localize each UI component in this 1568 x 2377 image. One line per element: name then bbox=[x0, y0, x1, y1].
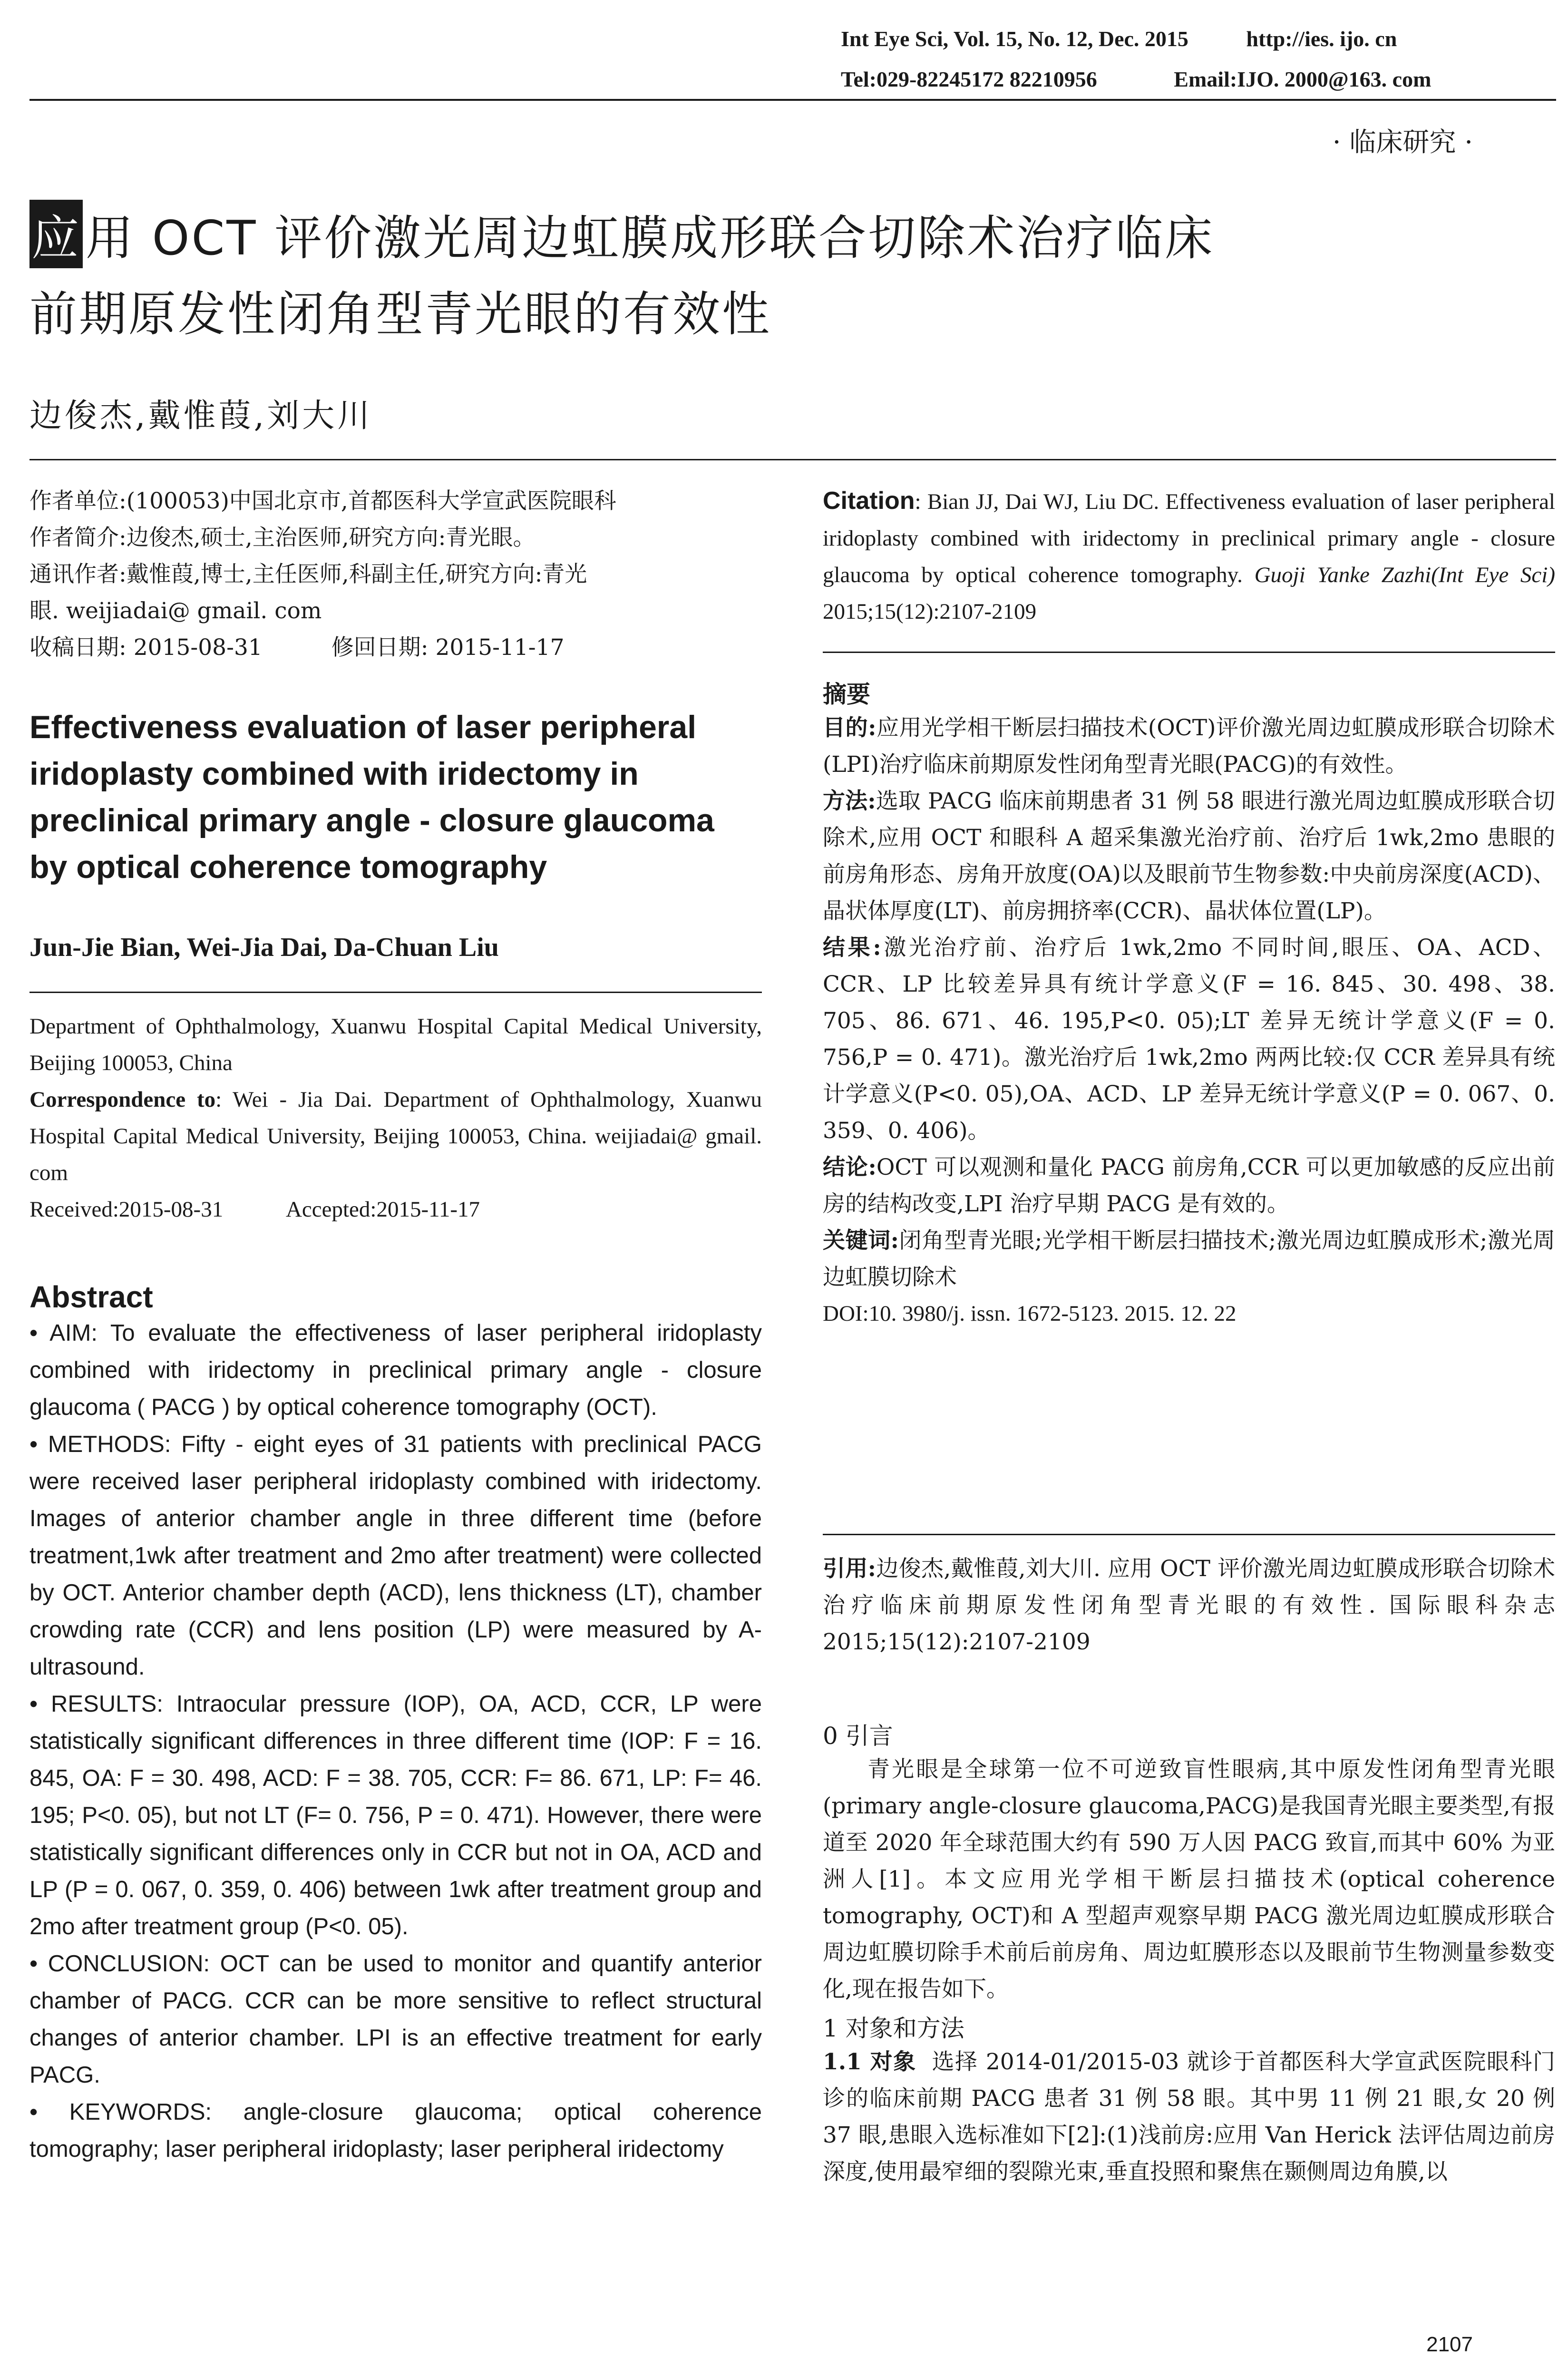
citation-cn bbox=[823, 1550, 1555, 1660]
abstract-cn-results bbox=[823, 929, 1555, 1149]
page-title bbox=[29, 200, 1214, 268]
english-title-line: Effectiveness evaluation of laser peripheral bbox=[29, 709, 697, 745]
affiliation-cn bbox=[29, 483, 762, 666]
citation-rule bbox=[823, 652, 1555, 653]
section-tag: · 临床研究 · bbox=[1332, 127, 1473, 158]
abstract-cn-keywords bbox=[823, 1222, 1555, 1296]
citation-label: Citation bbox=[823, 487, 915, 515]
abstract-cn-results-text: 激光治疗前、治疗后 1wk,2mo 不同时间,眼压、OA、ACD、CCR、LP 比较差异具有统计学意义(F = 16. 845、30. 498、38. 705、86. 671、46. 195,P<0. 05);LT 差异无统计学意义(F = 0. 756,P = 0. 471)。激光治疗后 1wk,2mo 两两比较:仅 CCR 差异具有统计学意义(P<0. 05),OA、ACD、LP 差异无统计学意义(P = 0. 067、0. 359、0. 406)。 bbox=[823, 935, 1555, 1144]
abstract-conclusion: • CONCLUSION: OCT can be used to monitor and quantify anterior chamber of PACG. CCR can be more sensitive to reflect structural changes of anterior chamber. LPI is an effective treatment for early PACG. bbox=[29, 1951, 762, 2088]
abstract-aim: • AIM: To evaluate the effectiveness of laser peripheral iridoplasty combined with iridectomy in preclinical primary angle - closure glaucoma ( PACG ) by optical coherence tomography (OCT). bbox=[29, 1320, 762, 1420]
abstract-cn-conclusion bbox=[823, 1149, 1555, 1222]
correspondence bbox=[29, 1081, 762, 1191]
english-authors: Jun-Jie Bian, Wei-Jia Dai, Da-Chuan Liu bbox=[29, 933, 499, 962]
english-title-line: by optical coherence tomography bbox=[29, 849, 547, 885]
abstract-cn-aim-label: 目的: bbox=[823, 715, 877, 741]
accepted-en: Accepted:2015-11-17 bbox=[285, 1197, 480, 1222]
abstract-methods: • METHODS: Fifty - eight eyes of 31 patients with preclinical PACG were received laser peripheral iridoplasty combined with iridectomy. Images of anterior chamber angle in three different time (before treatment,1wk after treatment and 2mo after treatment) were collected by OCT. Anterior chamber depth (ACD), lens thickness (LT), chamber crowding rate (CCR) and lens position (LP) were measured by A-ultrasound. bbox=[29, 1432, 762, 1680]
citation-cn-text: 边俊杰,戴惟葭,刘大川. 应用 OCT 评价激光周边虹膜成形联合切除术治疗临床前期原发性闭角型青光眼的有效性. 国际眼科杂志 2015;15(12):2107-2109 bbox=[823, 1556, 1555, 1655]
methods-heading: 1 对象和方法 bbox=[823, 2015, 964, 2042]
revised-cn: 修回日期: 2015-11-17 bbox=[331, 634, 565, 661]
received-cn: 收稿日期: 2015-08-31 bbox=[29, 634, 263, 661]
authors-en-rule bbox=[29, 992, 762, 993]
intro-heading: 0 引言 bbox=[823, 1722, 893, 1750]
authors-cn: 边俊杰,戴惟葭,刘大川 bbox=[29, 397, 373, 435]
citation-ref: 2015;15(12):2107-2109 bbox=[823, 599, 1037, 624]
journal-info: Int Eye Sci, Vol. 15, No. 12, Dec. 2015 bbox=[841, 27, 1188, 51]
citation-paragraph bbox=[823, 483, 1555, 630]
page-title-line2: 前期原发性闭角型青光眼的有效性 bbox=[29, 286, 771, 342]
abstract-cn-aim bbox=[823, 710, 1555, 783]
abstract-en bbox=[29, 1279, 762, 2168]
received-en: Received:2015-08-31 bbox=[29, 1197, 224, 1222]
affiliation-line: 通讯作者:戴惟葭,博士,主任医师,科副主任,研究方向:青光 bbox=[29, 561, 587, 587]
affiliation-line: 作者单位:(100053)中国北京市,首都医科大学宣武医院眼科 bbox=[29, 488, 616, 514]
abstract-cn-methods bbox=[823, 783, 1555, 929]
methods-sub-text: 选择 2014-01/2015-03 就诊于首都医科大学宣武医院眼科门诊的临床前期 PACG 患者 31 例 58 眼。其中男 11 例 21 眼,女 20 例 37 眼,患眼入选标准如下[2]:(1)浅前房:应用 Van Herick 法评估周边前房深度,使用最窄细的裂隙光束,垂直投照和聚焦在颞侧周边角膜,以 bbox=[823, 2049, 1555, 2185]
title-first-char: 应 bbox=[29, 200, 83, 268]
journal-url: http://ies. ijo. cn bbox=[1246, 27, 1397, 51]
abstract-cn-aim-text: 应用光学相干断层扫描技术(OCT)评价激光周边虹膜成形联合切除术(LPI)治疗临床前期原发性闭角型青光眼(PACG)的有效性。 bbox=[823, 715, 1555, 778]
header-rule bbox=[29, 99, 1556, 101]
authors-rule bbox=[29, 459, 1556, 460]
correspondence-label: Correspondence to bbox=[29, 1087, 216, 1112]
abstract-cn-methods-label: 方法: bbox=[823, 788, 876, 814]
citation-journal: Guoji Yanke Zazhi(Int Eye Sci) bbox=[1254, 563, 1555, 587]
english-dept: Department of Ophthalmology, Xuanwu Hospital Capital Medical University, Beijing 100053, China bbox=[29, 1014, 762, 1075]
citation-cn-label: 引用: bbox=[823, 1556, 877, 1582]
doi: DOI:10. 3980/j. issn. 1672-5123. 2015. 12. 22 bbox=[823, 1301, 1237, 1326]
dates-cn bbox=[29, 629, 762, 666]
english-affiliation bbox=[29, 1008, 762, 1228]
journal-contact bbox=[841, 67, 1431, 92]
affiliation-line: 作者简介:边俊杰,硕士,主治医师,研究方向:青光眼。 bbox=[29, 525, 536, 551]
citation-en bbox=[823, 483, 1555, 630]
abstract-cn-heading: 摘要 bbox=[823, 680, 870, 708]
intro-paragraph: 青光眼是全球第一位不可逆致盲性眼病,其中原发性闭角型青光眼(primary angle-closure glaucoma,PACG)是我国青光眼主要类型,有报道至 2020 年全球范围大约有 590 万人因 PACG 致盲,而其中 60% 为亚洲人[1]。本文应用光学相干断层扫描技术(optical coherence tomography, OCT)和 A 型超声观察早期 PACG 激光周边虹膜成形联合周边虹膜切除手术前后前房角、周边虹膜形态以及眼前节生物测量参数变化,现在报告如下。 bbox=[823, 1756, 1555, 2002]
citation-cn-paragraph bbox=[823, 1550, 1555, 1660]
abstract-cn-results-label: 结果: bbox=[823, 935, 881, 961]
abstract-cn-keywords-text: 闭角型青光眼;光学相干断层扫描技术;激光周边虹膜成形术;激光周边虹膜切除术 bbox=[823, 1227, 1555, 1290]
journal-header bbox=[841, 26, 1397, 51]
methods-subsection bbox=[823, 2044, 1555, 2190]
abstract-cn-conclusion-label: 结论: bbox=[823, 1154, 877, 1180]
english-title-line: iridoplasty combined with iridectomy in bbox=[29, 756, 639, 792]
citation-text: : Bian JJ, Dai WJ, Liu DC. Effectiveness evaluation of laser peripheral iridoplasty combined with iridectomy in preclinical primary angle - closure glaucoma by optical coherence tomography. bbox=[823, 489, 1555, 587]
english-dates bbox=[29, 1191, 762, 1228]
abstract-cn-keywords-label: 关键词: bbox=[823, 1227, 899, 1254]
abstract-cn-methods-text: 选取 PACG 临床前期患者 31 例 58 眼进行激光周边虹膜成形联合切除术,应用 OCT 和眼科 A 超采集激光治疗前、治疗后 1wk,2mo 患眼的前房角形态、房角开放度(OA)以及眼前节生物参数:中央前房深度(ACD)、晶状体厚度(LT)、前房拥挤率(CCR)、晶状体位置(LP)。 bbox=[823, 788, 1555, 924]
journal-email: Email:IJO. 2000@163. com bbox=[1174, 67, 1432, 91]
abstract-keywords: • KEYWORDS: angle-closure glaucoma; optical coherence tomography; laser peripheral iridoplasty; laser peripheral iridectomy bbox=[29, 2099, 762, 2162]
abstract-results: • RESULTS: Intraocular pressure (IOP), OA, ACD, CCR, LP were statistically significant differences in three different time (IOP: F = 16. 845, OA: F = 30. 498, ACD: F = 38. 705, CCR: F= 86. 671, LP: F= 46. 195; P<0. 05), but not LT (F= 0. 756, P = 0. 471). However, there were statistically significant differences only in CCR but not in OA, ACD and LP (P = 0. 067, 0. 359, 0. 406) between 1wk after treatment group and 2mo after treatment group (P<0. 05). bbox=[29, 1691, 762, 1939]
page-number: 2107 bbox=[1426, 2333, 1473, 2356]
affiliation-line: 眼. weijiadai@ gmail. com bbox=[29, 598, 322, 624]
abstract-cn-conclusion-text: OCT 可以观测和量化 PACG 前房角,CCR 可以更加敏感的反应出前房的结构改变,LPI 治疗早期 PACG 是有效的。 bbox=[823, 1154, 1556, 1217]
title-line1: 用 OCT 评价激光周边虹膜成形联合切除术治疗临床 bbox=[86, 210, 1215, 266]
correspondence-text: : Wei - Jia Dai. Department of Ophthalmology, Xuanwu Hospital Capital Medical University, Beijing 100053, China. weijiadai@ gmail. com bbox=[29, 1087, 762, 1185]
doi-rule bbox=[823, 1534, 1555, 1535]
abstract-cn bbox=[823, 675, 1555, 1332]
introduction bbox=[823, 1717, 1555, 2190]
english-title-line: preclinical primary angle - closure glaucoma bbox=[29, 802, 714, 838]
methods-sub-label: 1.1 对象 bbox=[823, 2049, 916, 2075]
journal-tel: Tel:029-82245172 82210956 bbox=[841, 67, 1097, 91]
english-title bbox=[29, 704, 762, 890]
abstract-heading: Abstract bbox=[29, 1280, 153, 1314]
